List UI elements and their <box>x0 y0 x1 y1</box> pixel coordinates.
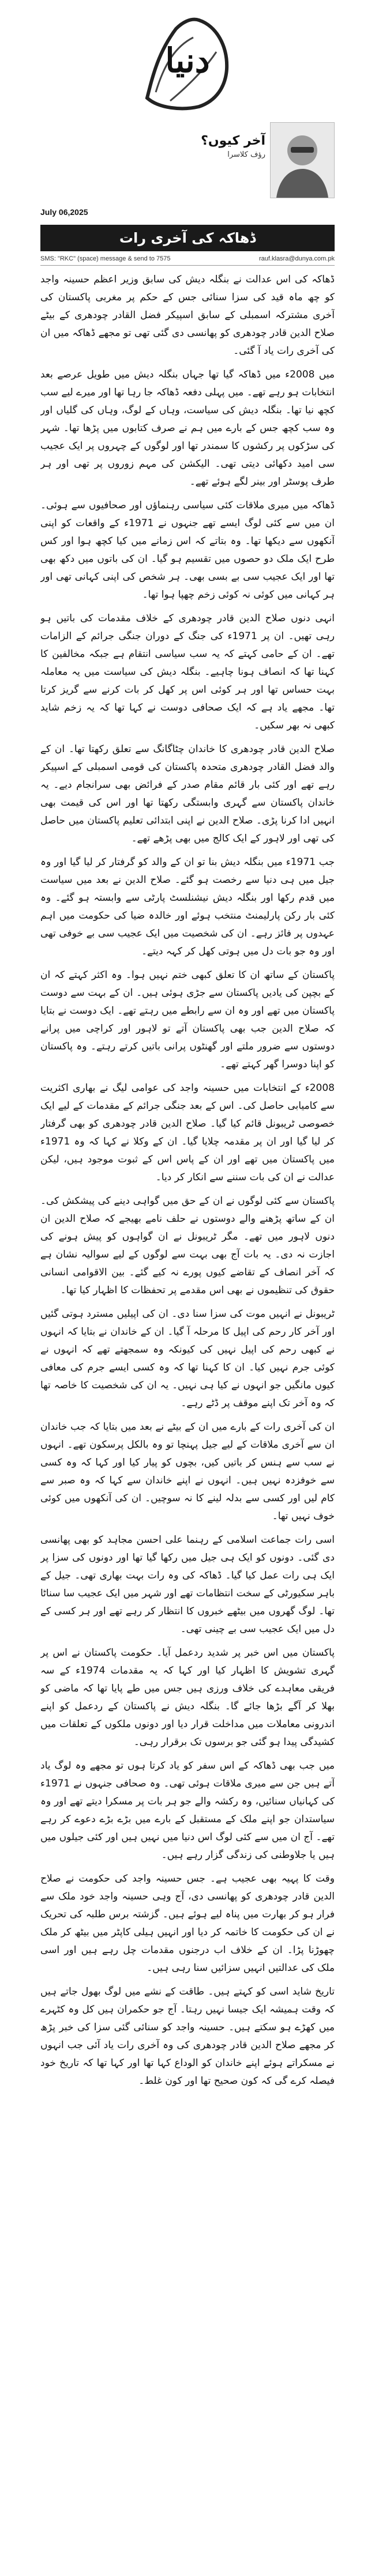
column-name: آخر کیوں؟ <box>201 134 265 148</box>
logo-text: دنیا <box>165 41 210 80</box>
publish-date: July 06,2025 <box>40 207 88 217</box>
sms-info: SMS: "RKC" (space) message & send to 7575 <box>40 255 171 262</box>
paragraph: میں 2008ء میں ڈھاکہ گیا تھا جہاں بنگلہ دیش میں طویل عرصے بعد انتخابات ہو رہے تھے۔ میں پہلی دفعہ ڈھاکہ جا رہا تھا اور میرے لیے سب کچھ نیا تھا۔ بنگلہ دیش کی سیاست، وہاں کے لوگ، وہاں کی گلیاں اور وہ سب کچھ جس کے بارے میں ہم نے صرف کتابوں میں پڑھا تھا۔ شہر کی سڑکوں پر رکشوں کا سمندر تھا اور لوگوں کے چہروں پر ایک عجیب سی امید دکھائی دیتی تھی۔ الیکشن کی مہم زوروں پر تھی اور ہر طرف پوسٹر اور بینر لگے ہوئے تھے۔ <box>40 369 335 488</box>
paragraph: صلاح الدین قادر چودھری کا خاندان چٹاگانگ سے تعلق رکھتا تھا۔ ان کے والد فضل القادر چودھری متحدہ پاکستان کی قومی اسمبلی کے اسپیکر رہے تھے اور کئی بار قائم مقام صدر کے فرائض بھی سرانجام دیے۔ یہ خاندان پاکستان سے گہری وابستگی رکھتا تھا اور اس کی قیمت بھی انہیں ادا کرنا پڑی۔ صلاح الدین نے اپنی ابتدائی تعلیم پاکستان میں حاصل کی تھی اور لاہور کے ایک کالج میں بھی پڑھے تھے۔ <box>40 743 335 844</box>
paragraph: 2008ء کے انتخابات میں حسینہ واجد کی عوامی لیگ نے بھاری اکثریت سے کامیابی حاصل کی۔ اس کے بعد جنگی جرائم کے مقدمات کے لیے ایک خصوصی ٹریبونل قائم کیا گیا۔ صلاح الدین قادر چودھری کو بھی گرفتار کر لیا گیا اور ان پر مقدمہ چلایا گیا۔ ان کے وکلا نے کہا کہ وہ 1971ء میں پاکستان میں تھے اور ان کے پاس اس کے ثبوت موجود ہیں، لیکن عدالت نے ان کی بات سننے سے انکار کر دیا۔ <box>40 1082 335 1183</box>
masthead <box>0 0 375 121</box>
paragraph: پاکستان سے کئی لوگوں نے ان کے حق میں گواہی دینے کی پیشکش کی۔ ان کے ساتھ پڑھنے والے دوستوں نے حلف نامے بھیجے کہ صلاح الدین ان دنوں لاہور میں تھے۔ مگر ٹریبونل نے ان گواہوں کو پیش ہونے کی اجازت نہ دی۔ یہ بات آج بھی بہت سے لوگوں کے لیے سوالیہ نشان ہے کہ آخر انصاف کے تقاضے کیوں پورے نہ کیے گئے۔ بین الاقوامی انسانی حقوق کی تنظیموں نے بھی اس مقدمے پر تحفظات کا اظہار کیا تھا۔ <box>40 1195 335 1296</box>
paragraph: تاریخ شاید اسی کو کہتے ہیں۔ طاقت کے نشے میں لوگ بھول جاتے ہیں کہ وقت ہمیشہ ایک جیسا نہیں رہتا۔ آج جو حکمران ہیں کل وہ کٹہرے میں کھڑے ہو سکتے ہیں۔ حسینہ واجد کو سنائی گئی سزا کی خبر پڑھ کر مجھے صلاح الدین قادر چودھری کی وہ آخری رات یاد آئی جب انہوں نے مسکراتے ہوئے اپنے خاندان کو الوداع کہا تھا اور کہا تھا کہ تاریخ خود فیصلہ کرے گی کہ کون صحیح تھا اور کون غلط۔ <box>40 1986 335 2087</box>
column-byline <box>40 122 335 220</box>
byline-meta <box>40 122 162 220</box>
paragraph: پاکستان میں اس خبر پر شدید ردعمل آیا۔ حکومت پاکستان نے اس پر گہری تشویش کا اظہار کیا اور کہا کہ یہ مقدمات 1974ء کے سہ فریقی معاہدے کی خلاف ورزی ہیں جس میں طے پایا تھا کہ ماضی کو بھلا کر آگے بڑھا جائے گا۔ بنگلہ دیش نے پاکستان کے ردعمل کو اپنے اندرونی معاملات میں مداخلت قرار دیا اور دونوں ملکوں کے تعلقات میں کشیدگی پیدا ہو گئی جو برسوں تک برقرار رہی۔ <box>40 1647 335 1748</box>
paragraph: ڈھاکہ میں میری ملاقات کئی سیاسی رہنماؤں اور صحافیوں سے ہوئی۔ ان میں سے کئی لوگ ایسے تھے جنہوں نے 1971ء کے واقعات کو اپنی آنکھوں سے دیکھا تھا۔ وہ بتاتے کہ اس زمانے میں کیا کچھ ہوا اور کس طرح ایک ملک دو حصوں میں تقسیم ہو گیا۔ ان کی باتوں میں دکھ بھی تھا اور ایک عجیب سی بے بسی بھی۔ ہر شخص کی اپنی کہانی تھی اور ہر کہانی میں کوئی نہ کوئی زخم چھپا ہوا تھا۔ <box>40 500 335 600</box>
column-headline-bar <box>40 225 335 251</box>
paragraph: میں جب بھی ڈھاکہ کے اس سفر کو یاد کرتا ہوں تو مجھے وہ لوگ یاد آتے ہیں جن سے میری ملاقات ہوئی تھی۔ وہ صحافی جنہوں نے 1971ء کی کہانیاں سنائیں، وہ رکشہ والے جو ہر بات پر مسکرا دیتے تھے اور وہ سیاستدان جو اپنے ملک کے مستقبل کے بارے میں بڑے بڑے دعوے کر رہے تھے۔ آج ان میں سے کئی لوگ اس دنیا میں نہیں ہیں اور کئی جیلوں میں ہیں یا جلاوطنی کی زندگی گزار رہے ہیں۔ <box>40 1760 335 1861</box>
paragraph: جب 1971ء میں بنگلہ دیش بنا تو ان کے والد کو گرفتار کر لیا گیا اور وہ جیل میں ہی دنیا سے رخصت ہو گئے۔ صلاح الدین نے بعد میں سیاست میں قدم رکھا اور بنگلہ دیش نیشنلسٹ پارٹی سے وابستہ ہو گئے۔ وہ کئی بار رکن پارلیمنٹ منتخب ہوئے اور خالدہ ضیا کی حکومت میں اہم عہدوں پر فائز رہے۔ ان کی شخصیت میں ایک عجیب سی بے خوفی تھی اور وہ جو بات دل میں ہوتی کھل کر کہہ دیتے۔ <box>40 856 335 957</box>
paragraph: اسی رات جماعت اسلامی کے رہنما علی احسن مجاہد کو بھی پھانسی دی گئی۔ دونوں کو ایک ہی جیل میں رکھا گیا تھا اور دونوں کی سزا پر ایک ہی رات عمل کیا گیا۔ ڈھاکہ کی وہ رات بہت بھاری تھی۔ جیل کے باہر سکیورٹی کے سخت انتظامات تھے اور شہر میں ایک عجیب سا سناٹا تھا۔ لوگ گھروں میں بیٹھے خبروں کا انتظار کر رہے تھے اور ہر کسی کے دل میں ایک عجیب سی بے چینی تھی۔ <box>40 1534 335 1635</box>
paragraph: ٹریبونل نے انہیں موت کی سزا سنا دی۔ ان کی اپیلیں مسترد ہوتی گئیں اور آخر کار رحم کی اپیل کا مرحلہ آ گیا۔ ان کے خاندان نے بتایا کہ انہوں نے کبھی رحم کی اپیل نہیں کی کیونکہ وہ سمجھتے تھے کہ انہوں نے کوئی جرم نہیں کیا۔ ان کا کہنا تھا کہ وہ کسی ایسے جرم کی معافی کیوں مانگیں جو انہوں نے کیا ہی نہیں۔ یہ ان کی شخصیت کا خاصہ تھا کہ وہ آخر تک اپنے موقف پر ڈٹے رہے۔ <box>40 1308 335 1409</box>
article-body <box>40 271 335 2564</box>
contact-bar <box>40 252 335 266</box>
paragraph: ان کی آخری رات کے بارے میں ان کے بیٹے نے بعد میں بتایا کہ جب خاندان ان سے آخری ملاقات کے لیے جیل پہنچا تو وہ بالکل پرسکون تھے۔ انہوں نے سب سے ہنس کر باتیں کیں، بچوں کو پیار کیا اور کہا کہ وہ کسی سے خوفزدہ نہیں ہیں۔ انہوں نے اپنے خاندان سے کہا کہ وہ صبر سے کام لیں اور کسی سے بدلہ لینے کا نہ سوچیں۔ ان کی آنکھوں میں کوئی خوف نہیں تھا۔ <box>40 1421 335 1522</box>
author-photo <box>270 122 335 198</box>
author-portrait-icon <box>271 123 334 198</box>
paragraph: پاکستان کے ساتھ ان کا تعلق کبھی ختم نہیں ہوا۔ وہ اکثر کہتے کہ ان کے بچپن کی یادیں پاکستان سے جڑی ہوئی ہیں۔ ان کے بہت سے دوست پاکستان میں تھے اور وہ ان سے رابطے میں رہتے تھے۔ ایک دوست نے بتایا کہ صلاح الدین جب بھی پاکستان آتے تو لاہور اور کراچی میں پرانے دوستوں سے ضرور ملتے اور گھنٹوں پرانی باتیں کرتے رہتے۔ وہ پاکستان کو اپنا دوسرا گھر کہتے تھے۔ <box>40 969 335 1070</box>
paragraph: انہی دنوں صلاح الدین قادر چودھری کے خلاف مقدمات کی باتیں ہو رہی تھیں۔ ان پر 1971ء کی جنگ کے دوران جنگی جرائم کے الزامات تھے۔ ان کے حامی کہتے کہ یہ سب سیاسی انتقام ہے جبکہ مخالفین کا کہنا تھا کہ انصاف ہونا چاہیے۔ بنگلہ دیش کی سیاست میں یہ معاملہ بہت حساس تھا اور ہر کوئی اس پر کھل کر بات کرنے سے گریز کرتا تھا۔ مجھے یاد ہے کہ ایک صحافی دوست نے کہا تھا کہ یہ زخم شاید کبھی نہ بھر سکیں۔ <box>40 613 335 731</box>
paragraph: ڈھاکہ کی اس عدالت نے بنگلہ دیش کی سابق وزیر اعظم حسینہ واجد کو چھ ماہ قید کی سزا سنائی جس کے حکم پر مغربی پاکستان کی آخری مشترکہ اسمبلی کے سابق اسپیکر فضل القادر چودھری کے بیٹے صلاح الدین قادر چودھری کو پھانسی دی گئی تھی تو مجھے ڈھاکہ میں ان کی آخری رات یاد آ گئی۔ <box>40 274 335 357</box>
dunya-logo <box>136 6 239 115</box>
column-name-box <box>201 122 265 159</box>
paragraph: وقت کا پہیہ بھی عجیب ہے۔ جس حسینہ واجد کی حکومت نے صلاح الدین قادر چودھری کو پھانسی دی، آج وہی حسینہ واجد خود ملک سے فرار ہو کر بھارت میں پناہ لیے ہوئے ہیں۔ گزشتہ برس طلبہ کی تحریک نے ان کی حکومت کا خاتمہ کر دیا اور انہیں ہیلی کاپٹر میں بیٹھ کر ملک چھوڑنا پڑا۔ ان کے خلاف اب درجنوں مقدمات چل رہے ہیں اور اسی ملک کی عدالتیں انہیں سزائیں سنا رہی ہیں۔ <box>40 1873 335 1974</box>
byline-author <box>162 122 335 220</box>
email-address[interactable]: rauf.klasra@dunya.com.pk <box>258 255 335 262</box>
writer-name: رؤف کلاسرا <box>227 150 265 159</box>
column-headline: ڈھاکہ کی آخری رات <box>119 230 256 246</box>
